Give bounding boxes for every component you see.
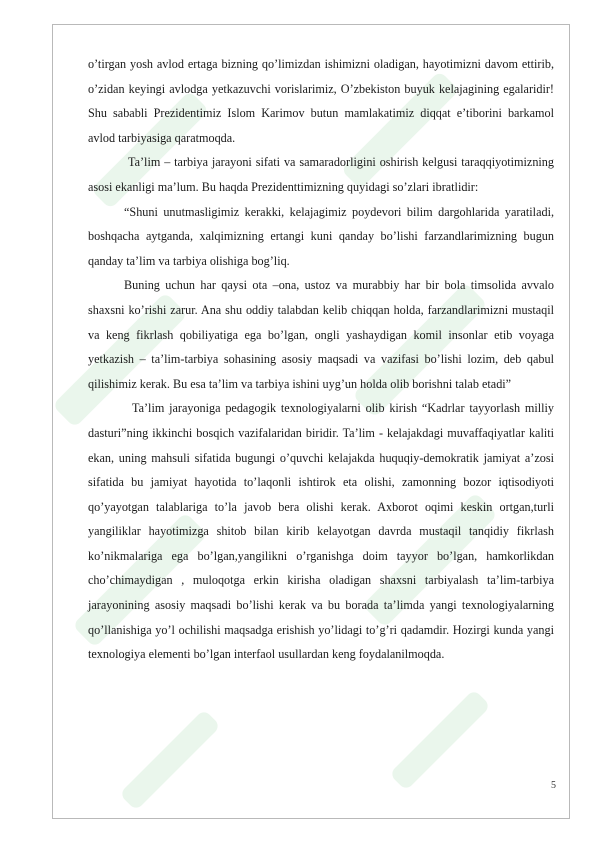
paragraph-4: Buning uchun har qaysi ota –ona, ustoz va murabbiy har bir bola timsolida avvalo shaxsni ko’rishi zarur. Ana shu oddiy talabdan kelib chiqqan holda, farzandlarimizni mustaqil va keng fikrlash qobiliyatiga ega bo’lgan, ongli yashaydigan komil insonlar etib voyaga yetkazish – ta’lim-tarbiya sohasining asosiy maqsadi va vazifasi bo’lishi lozim, deb qabul qilishimiz kerak. Bu esa ta’lim va tarbiya ishini uyg’un holda olib borishni talab etadi” xyxy=(88,278,554,391)
page-number: 5 xyxy=(551,780,556,791)
body-text xyxy=(88,52,554,667)
paragraph-1: o’tirgan yosh avlod ertaga bizning qo’limizdan ishimizni oladigan, hayotimizni davom ettirib, o’zidan keyingi avlodga yetkazuvchi vorislarimiz, O’zbekiston buyuk kelajagining egalaridir! Shu sababli Prezidentimiz Islom Karimov butun mamlakatimiz diqqat e’tiborini barkamol avlod tarbiyasiga qaratmoqda. xyxy=(88,57,554,145)
paragraph-5: Ta’lim jarayoniga pedagogik texnologiyalarni olib kirish “Kadrlar tayyorlash milliy dasturi”ning ikkinchi bosqich vazifalaridan biridir. Ta’lim - kelajakdagi muvaffaqiyatlar kaliti ekan, uning mahsuli sifatida bugungi o’quvchi kelajakda huquqiy-demokratik jamiyat a’zosi sifatida bu jamiyat hayotida to’laqonli ishtirok eta olishi, zamonning bozor iqtisodiyoti qo’yayotgan talablariga to’la javob bera olishi kerak. Axborot oqimi keskin ortgan,turli yangiliklar hayotimizga shitob bilan kirib kelayotgan davrda mustaqil tanqidiy fikrlash ko’nikmalariga ega bo’lgan,yangilikni o’rganishga doim tayyor bo’lgan, hamkorlikdan cho’chimaydigan , muloqotga erkin kirisha oladigan shaxsni tarbiyalash ta’lim-tarbiya jarayonining asosiy maqsadi bo’lishi kerak va bu borada ta’limda yangi texnologiyalarning qo’llanishiga yo’l ochilishi maqsadga erishish yo’lidagi to’g’ri qadamdir. Hozirgi kunda yangi texnologiya elementi bo’lgan interfaol usullardan keng foydalanilmoqda. xyxy=(88,401,554,662)
paragraph-2: Ta’lim – tarbiya jarayoni sifati va samaradorligini oshirish kelgusi taraqqiyotimizning asosi ekanligi ma’lum. Bu haqda Prezidenttimizning quyidagi so’zlari ibratlidir: xyxy=(88,155,554,194)
paragraph-3-quote: “Shuni unutmasligimiz kerakki, kelajagimiz poydevori bilim dargohlarida yaratiladi, boshqacha aytganda, xalqimizning ertangi kuni qanday bo’lishi farzandlarimizning bugun qanday ta’lim va tarbiya olishiga bog’liq. xyxy=(88,204,554,268)
